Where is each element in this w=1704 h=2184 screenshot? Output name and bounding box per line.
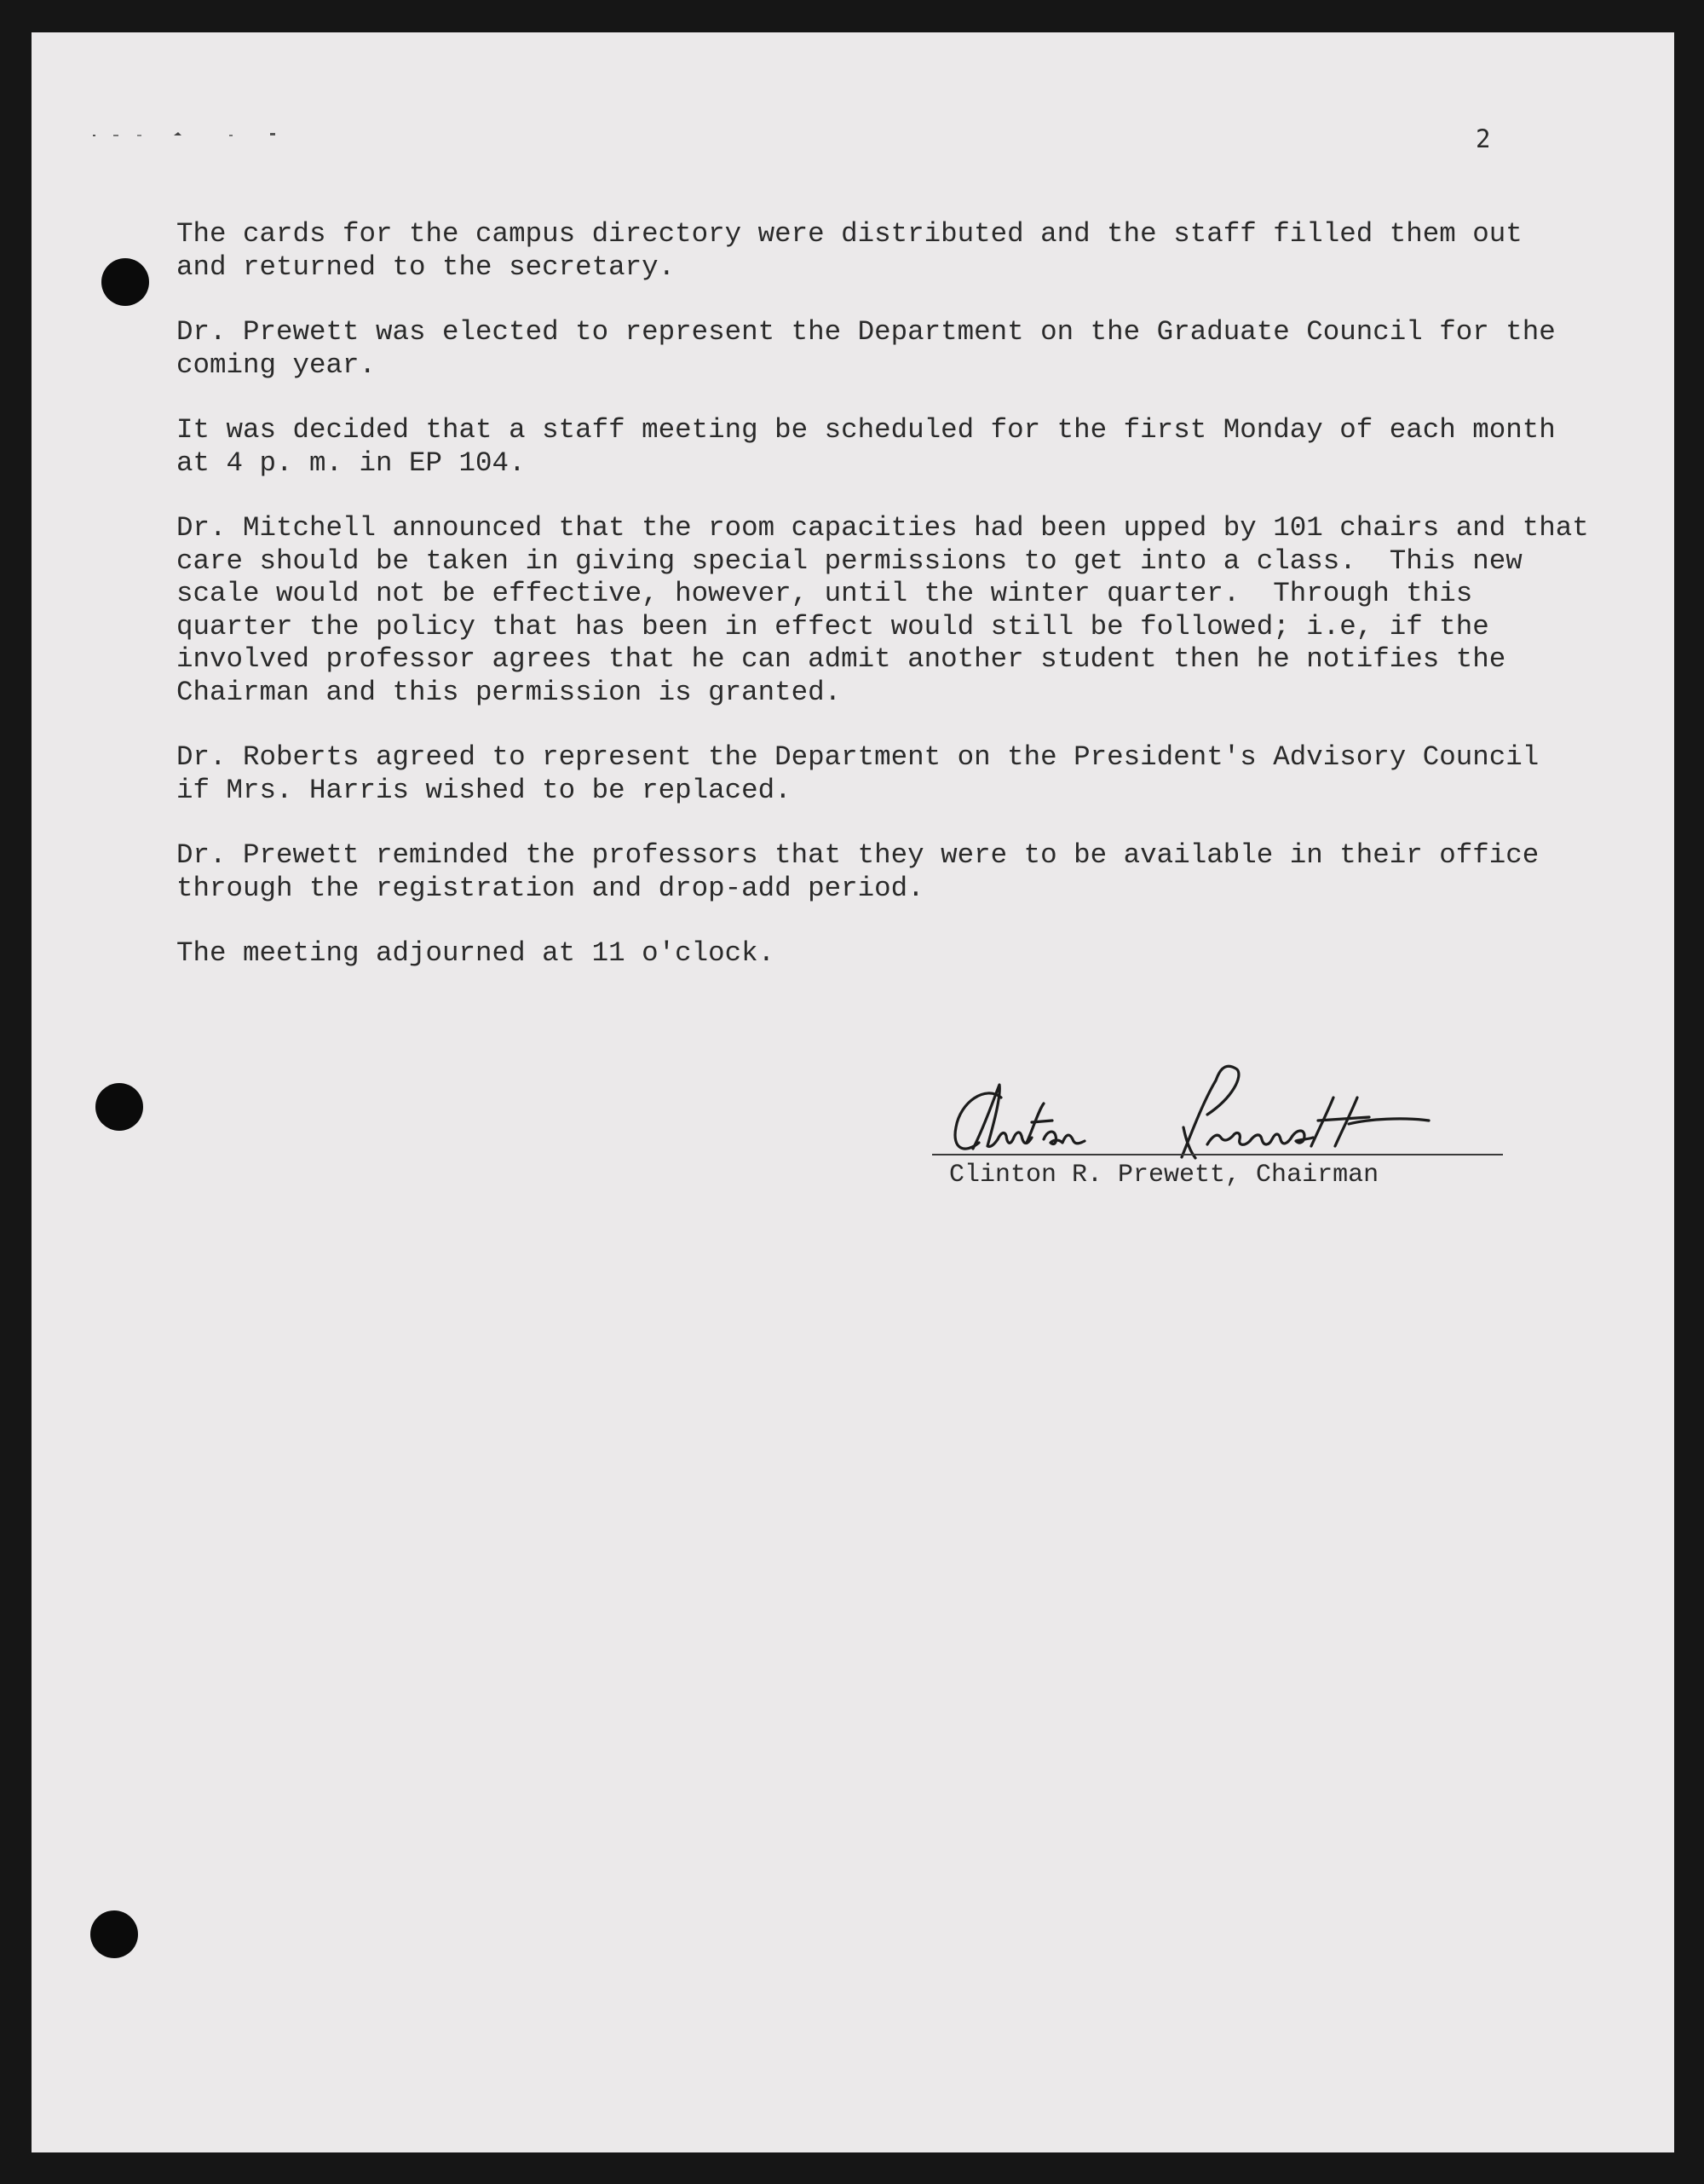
text-line: through the registration and drop-add period. — [176, 872, 924, 904]
minutes-body — [176, 218, 1591, 1003]
text-line: Dr. Roberts agreed to represent the Department on the President's Advisory Council — [176, 741, 1540, 773]
paragraph-adjourned — [176, 937, 1591, 971]
text-line: Dr. Mitchell announced that the room capacities had been upped by 101 chairs and that — [176, 512, 1589, 544]
text-line: The meeting adjourned at 11 o'clock. — [176, 937, 775, 969]
text-line: at 4 p. m. in EP 104. — [176, 447, 526, 479]
text-line: scale would not be effective, however, until the winter quarter. Through this — [176, 578, 1473, 609]
text-line: if Mrs. Harris wished to be replaced. — [176, 774, 792, 806]
text-line: It was decided that a staff meeting be scheduled for the first Monday of each month — [176, 414, 1556, 446]
text-line: Dr. Prewett was elected to represent the Department on the Graduate Council for the — [176, 316, 1556, 348]
paragraph-room-capacities — [176, 512, 1591, 709]
punch-hole-middle — [95, 1083, 143, 1131]
text-line: Dr. Prewett reminded the professors that they were to be available in their office — [176, 839, 1540, 871]
text-line: care should be taken in giving special permissions to get into a class. This new — [176, 545, 1523, 577]
paragraph-office-availability — [176, 839, 1591, 905]
paragraph-advisory-council — [176, 741, 1591, 807]
punch-hole-bottom — [90, 1910, 138, 1958]
text-line: and returned to the secretary. — [176, 251, 676, 283]
paragraph-directory-cards — [176, 218, 1591, 284]
handwritten-signature — [926, 1051, 1514, 1178]
text-line: The cards for the campus directory were distributed and the staff filled them out — [176, 218, 1523, 250]
document-page — [32, 32, 1674, 2152]
signatory-name: Clinton R. Prewett, Chairman — [949, 1161, 1379, 1190]
text-line: coming year. — [176, 349, 377, 381]
page-number: 2 — [1476, 124, 1491, 153]
text-line: quarter the policy that has been in effect would still be followed; i.e, if the — [176, 610, 1489, 643]
paragraph-staff-meeting — [176, 414, 1591, 480]
text-line: involved professor agrees that he can admit another student then he notifies the — [176, 643, 1506, 675]
text-line: Chairman and this permission is granted. — [176, 676, 842, 708]
paragraph-graduate-council — [176, 316, 1591, 382]
paper-specks — [93, 128, 280, 145]
punch-hole-top — [101, 258, 149, 306]
signature-line — [932, 1154, 1503, 1155]
